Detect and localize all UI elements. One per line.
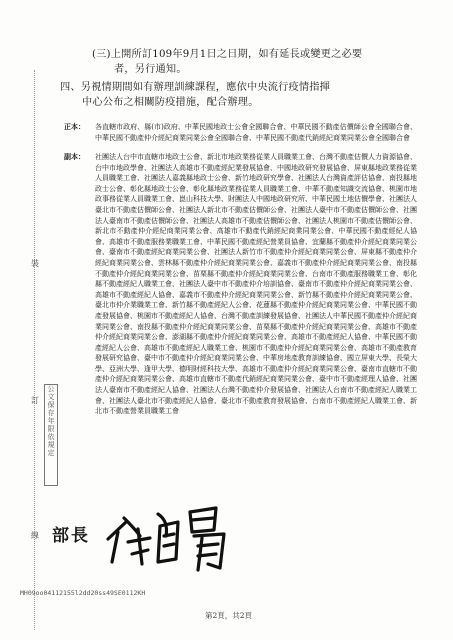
- item-four: [60, 80, 400, 110]
- binding-dotted-line: [34, 70, 35, 630]
- item-four-line2: 中心公布之相關防疫措施，配合辦理。: [82, 97, 259, 108]
- zhengben-text: 各直轄市政府、縣(市)政府、中華民國地政士公會全國聯合會、中華民國不動產估價師公會全國聯合會、中華民國不動產仲介經紀商業同業公會全國聯合會、中華民國不動產代銷經紀商業同業公會全國聯合會: [95, 123, 417, 142]
- zhengben-label: 正本：: [64, 122, 85, 131]
- binding-mark-ding: 訂: [31, 396, 39, 405]
- item-four-line1: 四、另視情期間如有辦理訓練課程，應依中央流行疫情指揮: [60, 82, 331, 93]
- item-three-line1: (三)上開所訂109年9月1日之日期，如有延長或變更之必要: [92, 49, 363, 60]
- item-three: [92, 47, 382, 77]
- fuben-text: 社團法人台中市直轄市地政士公會、新北市地政業務從業人員職業工會、台灣不動產估價人力資源協會、台中市地政學會、社團法人高雄市不動產經紀業發展協會、中國地政研究發展協會、屏東縣地政業務從業人員職業工會、社團法人嘉義縣地政士公會、新竹地政研究學會、社團法人台灣資產評估協會、南投縣地政士公會、彰化縣地政士公會、彰化縣地政業務從業人員職業工會、中華不動產知識交流協會、桃園市地政事務從業人員職業工會、崑山科技大學、財團法人中國地政研究所、中華民國土地估價學會、社團法人臺北市不動產估價師公會、社團法人新北市不動產估價師公會、社團法人臺中市不動產估價師公會、社團法人臺南市不動產估價師公會、社團法人高雄市不動產估價師公會、社團法人桃園市不動產估價師公會、新北市不動產仲介經紀商業同業公會、高雄市不動產代銷經紀商業同業公會、中華民國不動產經紀人協會、高雄市不動產服務業職業工會、中華民國不動產經紀營業員協會、宜蘭縣不動產仲介經紀商業同業公會、臺南市不動產經紀商業同業公會、社團法人新竹市不動產仲介經紀商業同業公會、屏東縣不動產仲介經紀商業同業公會、雲林縣不動產仲介經紀商業同業公會、嘉義市不動產仲介經紀商業同業公會、南投縣不動產仲介經紀商業同業公會、苗栗縣不動產仲介經紀商業同業公會、台南市不動產服務職業工會、彰化縣不動產經紀人職業工會、社團法人臺中市不動產仲介培訓協會、臺南市不動產仲介經紀商業同業公會、高雄市不動產經紀人協會、嘉義市不動產仲介經紀商業同業公會、新竹縣不動產仲介經紀商業同業公會、臺北市仲介業職業工會、新竹縣不動產經紀人公會、花蓮縣不動產仲介經紀商業同業公會、中華民國不動產發展協會、桃園市不動產經紀人協會、台灣不動產訓練發展協會、社團法人中華民國不動產仲介經紀商業同業公會、南投縣不動產仲介經紀商業同業公會、苗栗縣不動產仲介經紀商業同業公會、高雄市不動產仲介經紀商業同業公會、澎湖縣不動產仲介經紀商業同業公會、高雄市不動產經紀人協會、中華民國不動產經紀人公會、高雄市不動產經紀人職業工會、桃園市不動產仲介經紀商業同業公會、高雄市不動產教育發展研究協會、臺中市不動產仲介經紀商業同業公會、中華房地產教育訓練協會、國立屏東大學、長榮大學、亞洲大學、逢甲大學、德明財經科技大學、高雄市不動產仲介經紀商業同業公會、臺南市直轄市不動產仲介經紀商業同業公會、高雄市直轄市不動產代銷經紀商業同業公會、臺中市不動產經理人協會、社團法人臺南市不動產經紀人協會、社團法人台灣不動產仲介發展協會、社團法人台南市不動產經紀人職業工會、社團法人臺北市不動產經紀人協會、臺北市不動產教育發展協會、台南市不動產經紀人職業工會、新北市不動產營業員職業工會: [95, 153, 417, 416]
- fuben-label: 副本：: [64, 152, 85, 161]
- page-number: 第2頁，共2頁: [205, 611, 253, 620]
- binding-mark-zhuang: 裝: [31, 259, 39, 268]
- handwritten-signature: [98, 484, 248, 574]
- minister-title: 部長: [52, 526, 90, 546]
- document-code: MH09oo04112155l2dd20ss49SE0112KH: [20, 589, 146, 597]
- side-stamp: 公文保存年限依規定: [44, 384, 58, 486]
- item-three-line2: 者，另行通知。: [114, 64, 187, 75]
- binding-mark-xian: 線: [31, 531, 39, 540]
